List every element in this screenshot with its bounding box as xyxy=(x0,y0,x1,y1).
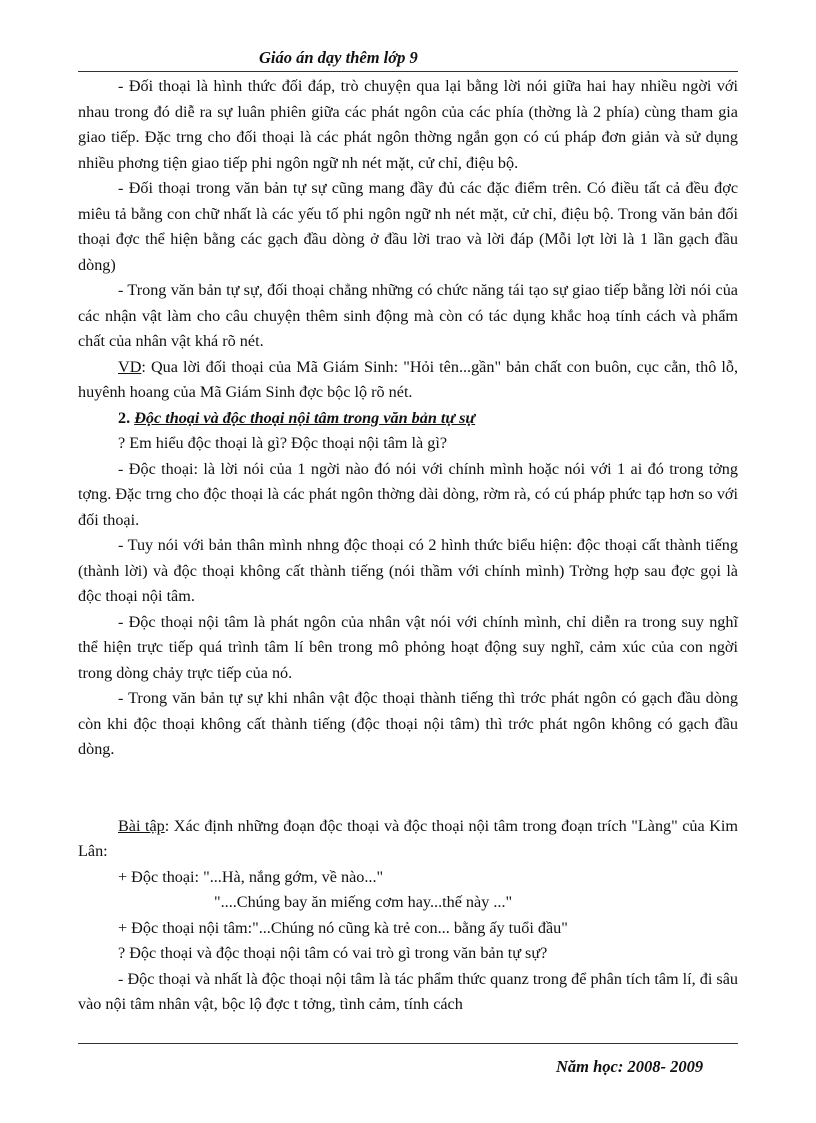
example-text: : Qua lời đối thoại của Mã Giám Sinh: "Hỏi tên...gần" bản chất con buôn, cục cằn, thô lỗ, huyênh hoang của Mã Giám Sinh đợc bộc lộ rõ nét. xyxy=(78,357,738,401)
footer-divider xyxy=(78,1043,738,1044)
section-title: Độc thoại và độc thoại nội tâm trong văn bản tự sự xyxy=(134,408,476,427)
example-line: + Độc thoại nội tâm:"...Chúng nó cũng kà trẻ con... bằng ấy tuổi đầu" xyxy=(118,918,568,937)
section-heading xyxy=(78,406,738,432)
page-header: Giáo án dạy thêm lớp 9 xyxy=(259,48,418,67)
paragraph: - Độc thoại: là lời nói của 1 ngời nào đó nói với chính mình hoặc nói với 1 ai đó trong tởng tợng. Đặc trng cho độc thoại là các phát ngôn thờng dài dòng, rờm rà, có cú pháp phức tạp hơn so với đối thoại. xyxy=(78,459,738,529)
paragraph: - Độc thoại và nhất là độc thoại nội tâm là tác phẩm thức quanz trong để phân tích tâm lí, đi sâu vào nội tâm nhân vật, bộc lộ đợc t tởng, tình cảm, tính cách xyxy=(78,969,738,1013)
paragraph: - Đối thoại là hình thức đối đáp, trò chuyện qua lại bằng lời nói giữa hai hay nhiều ngời với nhau trong đó diễ ra sự luân phiên giữa các phát ngôn của các phía (thờng là 2 phía) cùng tham gia giao tiếp. Đặc trng cho đối thoại là các phát ngôn thờng ngắn gọn có cú pháp đơn giản và sử dụng nhiều phơng tiện giao tiếp phi ngôn ngữ nh nét mặt, cử chỉ, điệu bộ. xyxy=(78,77,738,172)
example-line: "....Chúng bay ăn miếng cơm hay...thế này ..." xyxy=(214,893,513,911)
paragraph: - Đối thoại trong văn bản tự sự cũng mang đầy đủ các đặc điểm trên. Có điều tất cả đều đợc miêu tả bằng con chữ nhất là các yếu tố phi ngôn ngữ nh nét mặt, cử chỉ, điệu bộ. Trong văn bản đối thoại đợc thể hiện bằng các gạch đầu dòng ở đầu lời trao và lời đáp (Mỗi lợt lời là 1 lần gạch đầu dòng) xyxy=(78,179,738,274)
paragraph: - Trong văn bản tự sự, đối thoại chẳng những có chức năng tái tạo sự giao tiếp bằng lời nói của các nhận vật làm cho câu chuyện thêm sinh động mà còn có tác dụng khắc hoạ tính cách và phẩm chất của nhân vật khá rõ nét. xyxy=(78,281,738,350)
page-footer: Năm học: 2008- 2009 xyxy=(556,1057,704,1076)
exercise-label: Bài tập xyxy=(118,816,165,835)
paragraph: - Độc thoại nội tâm là phát ngôn của nhân vật nói với chính mình, chỉ diễn ra trong suy nghĩ thể hiện trực tiếp quá trình tâm lí bên trong mô phỏng hoạt động suy nghĩ, cảm xúc của con ngời trong dòng chảy trực tiếp của nó. xyxy=(78,612,738,682)
document-body xyxy=(78,74,738,1018)
question: ? Độc thoại và độc thoại nội tâm có vai trò gì trong văn bản tự sự? xyxy=(118,944,548,962)
example-line: + Độc thoại: "...Hà, nắng gớm, về nào..." xyxy=(118,867,384,886)
section-number: 2. xyxy=(118,408,135,427)
question: ? Em hiểu độc thoại là gì? Độc thoại nội tâm là gì? xyxy=(118,434,448,452)
example-paragraph xyxy=(78,355,738,406)
exercise-paragraph xyxy=(78,814,738,865)
paragraph: - Tuy nói với bản thân mình nhng độc thoại có 2 hình thức biểu hiện: độc thoại cất thành tiếng (thành lời) và độc thoại không cất thành tiếng (nói thầm với chính mình) Trờng hợp sau đợc gọi là độc thoại nội tâm. xyxy=(78,536,738,605)
paragraph: - Trong văn bản tự sự khi nhân vật độc thoại thành tiếng thì trớc phát ngôn có gạch đầu dòng còn khi độc thoại không cất thành tiếng (độc thoại nội tâm) thì trớc phát ngôn không có gạch đầu dòng. xyxy=(78,689,738,758)
blank-gap xyxy=(78,763,738,814)
example-label: VD xyxy=(118,357,142,376)
exercise-text: : Xác định những đoạn độc thoại và độc thoại nội tâm trong đoạn trích "Làng" của Kim Lân: xyxy=(78,816,738,860)
header-divider xyxy=(78,71,738,72)
